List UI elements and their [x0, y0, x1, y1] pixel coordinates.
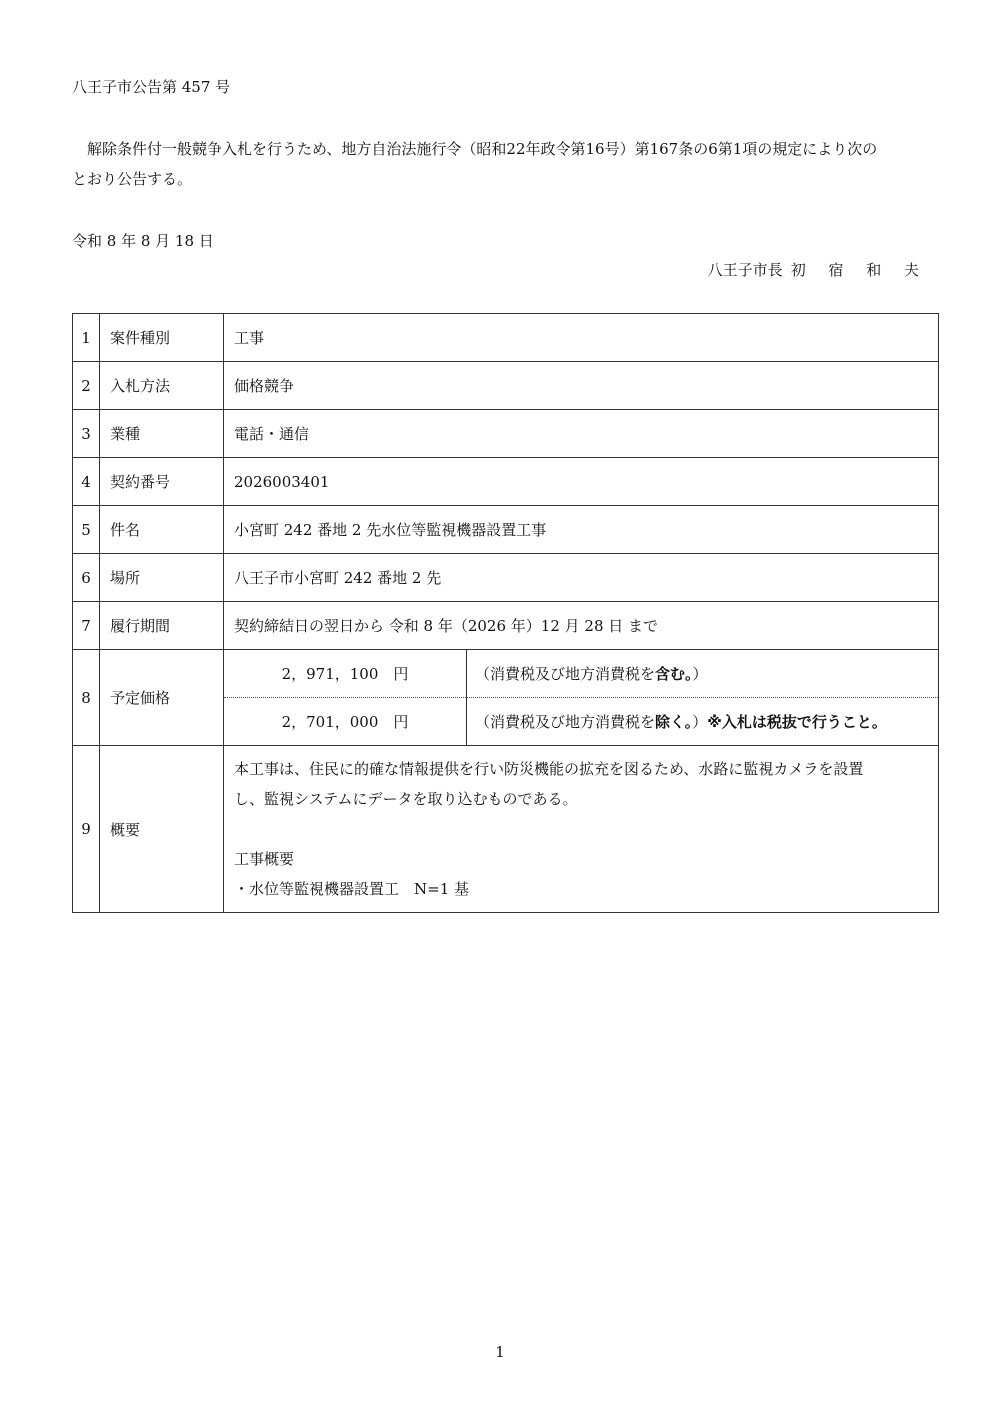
row-number: 4	[73, 458, 100, 506]
row-number: 6	[73, 554, 100, 602]
price-with-tax-note	[467, 650, 939, 698]
note-suffix: ）	[692, 665, 708, 683]
row-label: 場所	[100, 554, 224, 602]
note-extra: ※入札は税抜で行うこと。	[707, 713, 887, 731]
notice-date: 令和 8 年 8 月 18 日	[72, 232, 214, 250]
row-label: 件名	[100, 506, 224, 554]
overview-text-line-2: し、監視システムにデータを取り込むものである。	[234, 790, 578, 808]
info-table	[72, 313, 939, 913]
row-label: 概要	[100, 746, 224, 913]
row-label: 予定価格	[100, 650, 224, 746]
row-label: 業種	[100, 410, 224, 458]
row-number: 2	[73, 362, 100, 410]
row-label: 履行期間	[100, 602, 224, 650]
row-number: 8	[73, 650, 100, 746]
price-without-tax-amount: 2，701，000 円	[224, 698, 467, 746]
row-number: 3	[73, 410, 100, 458]
intro-line-1: 解除条件付一般競争入札を行うため、地方自治法施行令（昭和22年政令第16号）第167条の6第1項の規定により次の	[72, 140, 878, 158]
row-value: 契約締結日の翌日から 令和 8 年（2026 年）12 月 28 日 まで	[224, 602, 939, 650]
note-prefix: （消費税及び地方消費税を	[475, 713, 656, 731]
row-value: 価格競争	[224, 362, 939, 410]
table-row	[73, 314, 939, 362]
note-bold: 含む。	[655, 665, 693, 683]
row-value: 電話・通信	[224, 410, 939, 458]
overview-text-line-1: 本工事は、住民に的確な情報提供を行い防災機能の拡充を図るため、水路に監視カメラを設置	[234, 760, 864, 778]
table-row	[73, 362, 939, 410]
row-number: 9	[73, 746, 100, 913]
price-without-tax-note	[467, 698, 939, 746]
note-bold: 除く。	[655, 713, 693, 731]
table-row	[73, 602, 939, 650]
intro-paragraph	[72, 134, 940, 194]
row-number: 5	[73, 506, 100, 554]
signer-title: 八王子市長	[707, 261, 783, 279]
overview-subheading: 工事概要	[234, 850, 295, 868]
intro-line-2: とおり公告する。	[72, 170, 193, 188]
note-suffix: ）	[692, 713, 708, 731]
row-label: 契約番号	[100, 458, 224, 506]
price-with-tax-amount: 2，971，100 円	[224, 650, 467, 698]
row-value: 八王子市小宮町 242 番地 2 先	[224, 554, 939, 602]
row-label: 入札方法	[100, 362, 224, 410]
notice-number: 八王子市公告第 457 号	[72, 78, 231, 96]
row-number: 1	[73, 314, 100, 362]
overview-item: ・水位等監視機器設置工 N=1 基	[234, 880, 470, 898]
note-prefix: （消費税及び地方消費税を	[475, 665, 656, 683]
row-label: 案件種別	[100, 314, 224, 362]
signer	[708, 259, 928, 280]
table-row	[73, 506, 939, 554]
table-row	[73, 554, 939, 602]
table-row-price	[73, 650, 939, 698]
row-value: 2026003401	[224, 458, 939, 506]
row-value: 小宮町 242 番地 2 先水位等監視機器設置工事	[224, 506, 939, 554]
page-number: 1	[495, 1343, 505, 1361]
table-row	[73, 410, 939, 458]
table-row	[73, 458, 939, 506]
row-value: 工事	[224, 314, 939, 362]
overview-content	[224, 746, 939, 913]
row-number: 7	[73, 602, 100, 650]
signer-name: 初 宿 和 夫	[790, 261, 928, 279]
table-row-overview	[73, 746, 939, 913]
